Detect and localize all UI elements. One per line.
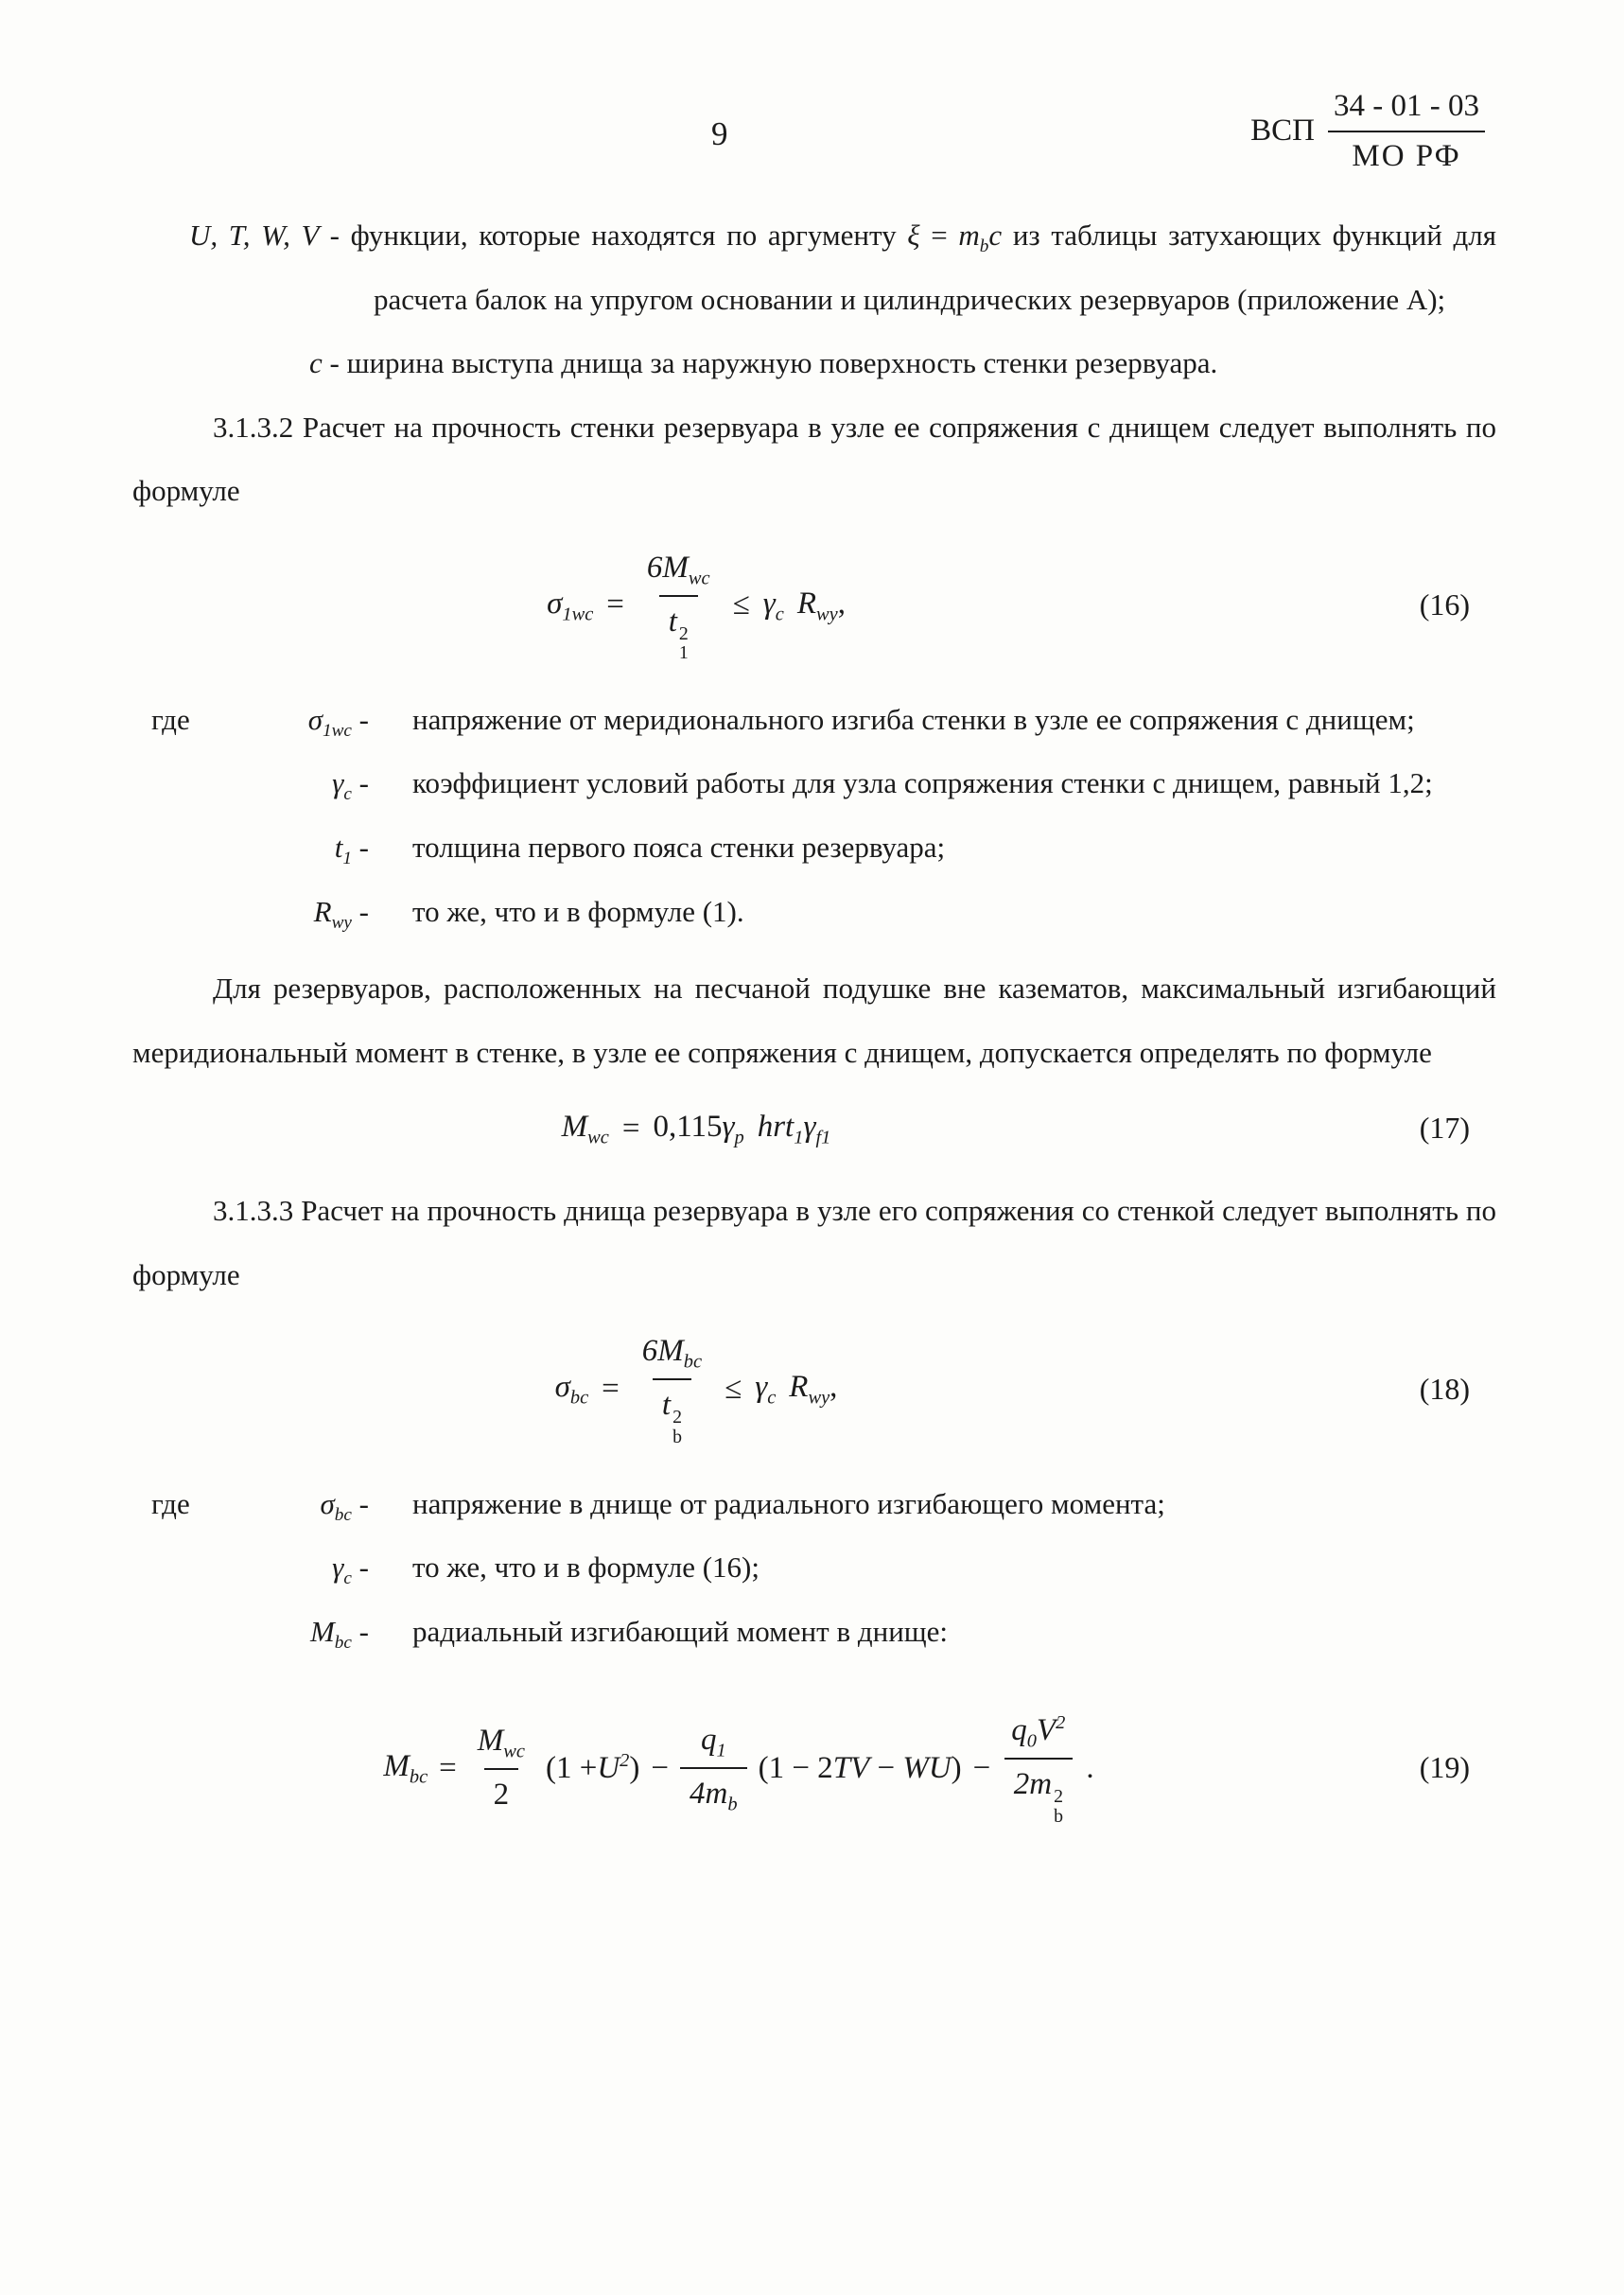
term-description: коэффициент условий работы для узла сопряжения стенки с днищем, равный 1,2; (412, 766, 1433, 800)
math-mbc: $m_bc$ (958, 219, 1003, 257)
term-symbol: $\gamma_c$ - (332, 766, 369, 805)
definition-text-before: функции, которые находятся по аргументу (350, 219, 897, 252)
definition-row (132, 815, 1496, 880)
math-xi: ξ (907, 219, 920, 252)
math-equals: = (931, 219, 948, 252)
math-gamma-c: $\gamma_c$ (762, 586, 784, 625)
where-list-16 (132, 688, 1496, 943)
math-less-equal: ≤ (732, 587, 750, 622)
math-equals: = (439, 1750, 457, 1785)
page-number: 9 (711, 115, 728, 152)
fraction-q0V2-over-2mb2: $q_0V^2$ 2m 2 b (1002, 1710, 1074, 1827)
math-paren-1-2TV-WU: (1 − 2TV − WU) (758, 1750, 962, 1785)
doc-code-number: 34 - 01 - 03 (1328, 86, 1485, 132)
formula-17 (132, 1092, 1496, 1165)
definition-utwv (132, 203, 1496, 331)
formula-19-body (383, 1710, 1093, 1827)
where-label: где (151, 1486, 190, 1520)
definition-row (132, 1472, 1496, 1536)
math-equals: = (606, 587, 624, 622)
math-R-wy: $R_{wy}$, (789, 1370, 838, 1410)
math-sigma-1wc: $\sigma_{1wc}$ (547, 586, 594, 625)
math-gamma-c: $\gamma_c$ (755, 1370, 777, 1410)
term-symbol: $t_1$ - (334, 831, 369, 869)
definition-c (132, 331, 1496, 395)
math-hrt1-gamma-f1: $hrt_1\gamma_{f1}$ (757, 1110, 831, 1148)
fraction-denominator: t 2 1 (659, 595, 698, 663)
formula-19 (132, 1707, 1496, 1830)
formula-18 (132, 1328, 1496, 1451)
fraction-denominator: t 2 b (653, 1378, 691, 1446)
math-R-wy: $R_{wy}$, (796, 586, 846, 625)
term-description: напряжение от меридионального изгиба стенки в узле ее сопряжения с днищем; (412, 702, 1415, 736)
math-sigma-bc: $\sigma_{bc}$ (554, 1370, 589, 1410)
formula-18-body (555, 1331, 838, 1447)
term-symbol: $M_{bc}$ - (309, 1614, 369, 1653)
definition-text: ширина выступа днища за наружную поверхность стенки резервуара. (346, 346, 1218, 380)
term-description: напряжение в днище от радиального изгибающего момента; (412, 1486, 1165, 1520)
doc-code (1250, 86, 1485, 177)
definition-row (132, 1600, 1496, 1664)
formula-16 (132, 544, 1496, 667)
definition-term: U, T, W, V - (189, 219, 340, 252)
math-M-wc: $M_{wc}$ (561, 1110, 609, 1148)
page-header (132, 80, 1496, 203)
term-symbol: $\gamma_c$ - (332, 1550, 369, 1589)
equation-number-19: (19) (1419, 1750, 1470, 1785)
math-equals: = (621, 1111, 640, 1146)
math-minus: − (651, 1750, 670, 1785)
definition-row (132, 688, 1496, 752)
where-list-18 (132, 1472, 1496, 1664)
math-less-equal: ≤ (725, 1372, 742, 1407)
equation-number-17: (17) (1419, 1111, 1470, 1146)
formula-16-body (547, 548, 846, 664)
fraction (637, 548, 720, 664)
math-coefficient-gamma-p: $0,115\gamma_p$ (653, 1110, 744, 1148)
math-paren-1-plus-U2: $(1 +U^2)$ (545, 1749, 640, 1785)
paragraph-3-1-3-3: 3.1.3.3 Расчет на прочность днища резервуара в узле его сопряжения со стенкой следует выполнять по формуле (132, 1194, 1496, 1291)
math-M-bc: $M_{bc}$ (383, 1749, 428, 1788)
paragraph-3-1-3-2: 3.1.3.2 Расчет на прочность стенки резервуара в узле ее сопряжения с днищем следует выполнять по формуле (132, 410, 1496, 508)
math-equals: = (602, 1372, 620, 1407)
definition-term: c - (309, 346, 340, 380)
term-description: радиальный изгибающий момент в днище: (412, 1614, 949, 1648)
term-symbol: $\sigma_{1wc}$ - (307, 702, 369, 742)
term-description: то же, что и в формуле (1). (412, 894, 744, 928)
doc-code-prefix: ВСП (1250, 114, 1316, 149)
definition-row (132, 880, 1496, 944)
definition-row (132, 751, 1496, 815)
term-symbol: $\sigma_{bc}$ - (320, 1486, 369, 1525)
fraction-Mwc-over-2: $\frac{M_{wc}}{2}$ (468, 1721, 534, 1815)
formula-17-body (562, 1107, 831, 1150)
fraction-q1-over-4mb: $\frac{q_1}{4m_b}$ (680, 1720, 747, 1817)
definition-row (132, 1535, 1496, 1600)
fraction-numerator: $6M_{wc}$ (646, 550, 710, 589)
math-minus: − (972, 1750, 991, 1785)
term-description: то же, что и в формуле (16); (412, 1550, 760, 1585)
equation-number-16: (16) (1419, 587, 1470, 622)
where-label: где (151, 702, 190, 736)
fraction-numerator: $6M_{bc}$ (641, 1334, 703, 1373)
definition-text-after: из таблицы затухающих функций для расчета балок на упругом основании и цилиндрических резервуаров (приложение А); (374, 219, 1497, 316)
math-period: . (1086, 1750, 1094, 1785)
term-description: толщина первого пояса стенки резервуара; (412, 831, 946, 865)
term-symbol: $R_{wy}$ - (313, 894, 369, 933)
doc-code-org: МО РФ (1352, 138, 1461, 173)
doc-code-fraction (1328, 86, 1485, 177)
equation-number-18: (18) (1419, 1371, 1470, 1406)
paragraph-sand-cushion: Для резервуаров, расположенных на песчаной подушке вне казематов, максимальный изгибающий меридиональный момент в стенке, в узле ее сопряжения с днищем, допускается определять по формуле (132, 972, 1496, 1069)
fraction (633, 1331, 711, 1447)
